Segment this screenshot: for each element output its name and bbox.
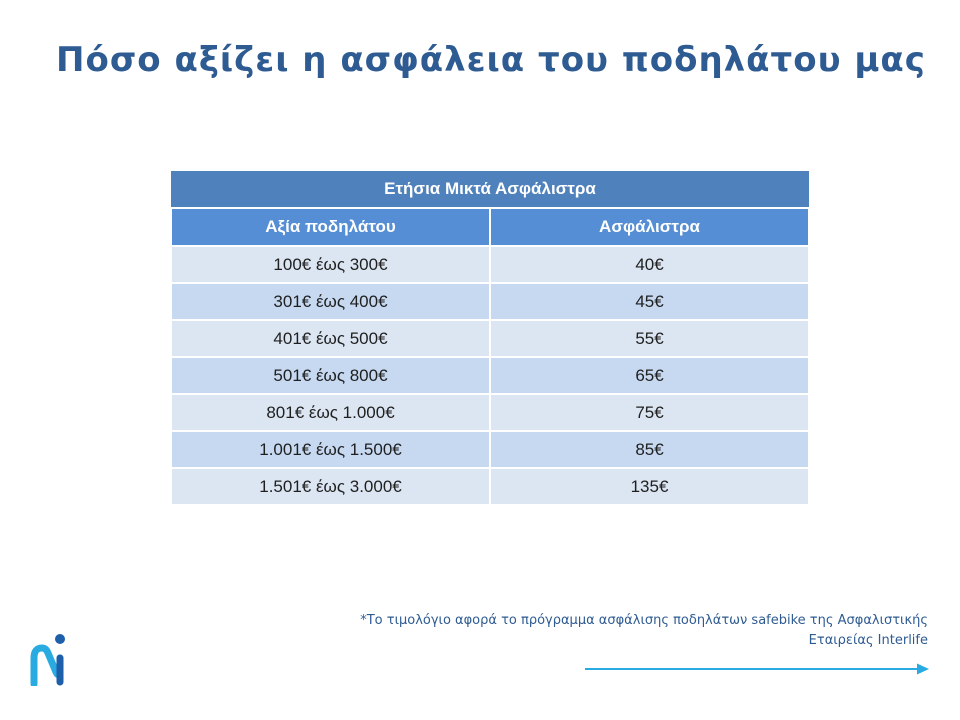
table-row xyxy=(171,357,809,394)
footnote-line-1: *Το τιμολόγιο αφορά το πρόγραμμα ασφάλισης ποδηλάτων safebike της Ασφαλιστικής xyxy=(360,613,928,628)
table-row xyxy=(171,283,809,320)
bike-value-cell: 301€ έως 400€ xyxy=(171,283,490,320)
premium-cell: 45€ xyxy=(490,283,809,320)
premium-table xyxy=(170,171,810,506)
table-caption-row xyxy=(171,171,809,208)
footnote xyxy=(228,611,928,651)
premium-cell: 40€ xyxy=(490,246,809,283)
table-header-row xyxy=(171,208,809,246)
slide-title: Πόσο αξίζει η ασφάλεια του ποδηλάτου μας xyxy=(56,40,926,80)
bike-value-cell: 1.501€ έως 3.000€ xyxy=(171,468,490,505)
premium-cell: 135€ xyxy=(490,468,809,505)
table-row xyxy=(171,431,809,468)
premium-cell: 85€ xyxy=(490,431,809,468)
footnote-line-2: Εταιρείας Interlife xyxy=(808,633,928,648)
bike-value-cell: 801€ έως 1.000€ xyxy=(171,394,490,431)
table-caption: Ετήσια Μικτά Ασφάλιστρα xyxy=(171,171,809,208)
table-row xyxy=(171,320,809,357)
column-header-bike-value: Αξία ποδηλάτου xyxy=(171,208,490,246)
bike-value-cell: 100€ έως 300€ xyxy=(171,246,490,283)
table-row xyxy=(171,394,809,431)
premium-cell: 65€ xyxy=(490,357,809,394)
premium-cell: 55€ xyxy=(490,320,809,357)
interlife-logo-icon xyxy=(28,632,68,686)
table-row xyxy=(171,246,809,283)
bike-value-cell: 501€ έως 800€ xyxy=(171,357,490,394)
arrow-right-icon xyxy=(585,662,930,676)
column-header-premium: Ασφάλιστρα xyxy=(490,208,809,246)
bike-value-cell: 401€ έως 500€ xyxy=(171,320,490,357)
table-row xyxy=(171,468,809,505)
premium-cell: 75€ xyxy=(490,394,809,431)
bike-value-cell: 1.001€ έως 1.500€ xyxy=(171,431,490,468)
